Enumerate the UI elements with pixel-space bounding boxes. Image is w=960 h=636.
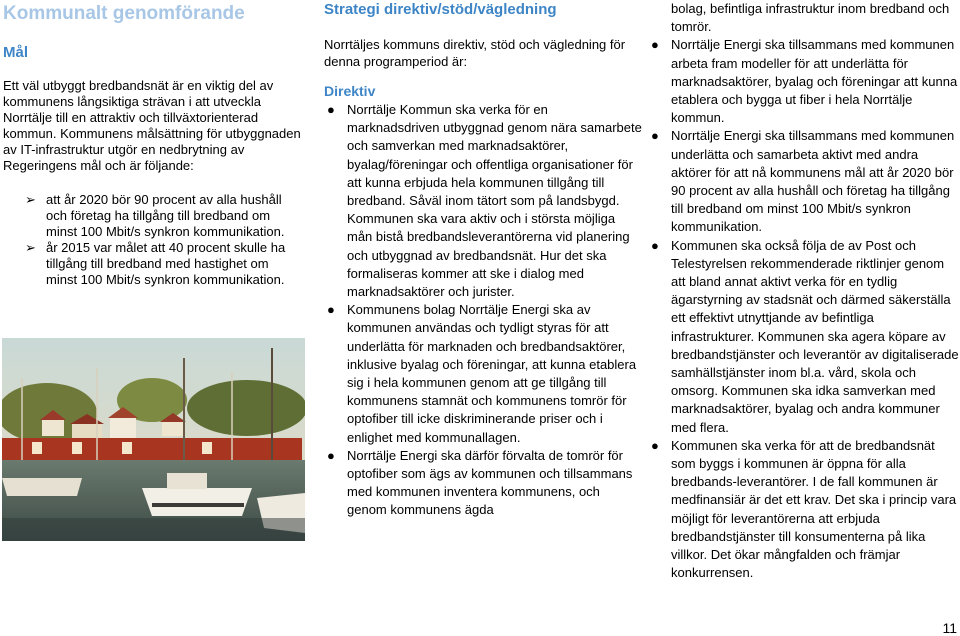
bullet-icon: ● xyxy=(651,37,659,53)
strategy-heading: Strategi direktiv/stöd/vägledning xyxy=(324,1,557,18)
directive-text: Norrtälje Energi ska tillsammans med kommunen arbeta fram modeller för att underlätta för marknadsaktörer, byalag och föreningar att kunna etablera och bygga ut fiber i hela Norrtälje kommun. xyxy=(671,37,958,126)
directive-item xyxy=(324,447,642,520)
directive-text: Kommunen ska verka för att de bredbandsnät som byggs i kommunen är öppna för alla bredbands-leverantörer. I de fall kommunen är medfinansiär är det ett krav. Det ska i princip vara möjligt för leverantörerna att erbjuda bredbandstjänster till konsumenterna på lika villkor. Det ökar mångfalden och främjar konkurrensen. xyxy=(671,437,957,581)
goals-heading: Mål xyxy=(3,44,29,61)
column-directives-continued xyxy=(648,0,960,583)
directive-item xyxy=(324,101,642,301)
directive-text: Norrtälje Energi ska därför förvalta de tomrör för optofiber som ägs av kommunen och tillsammans med kommunen inventera kommunens, och genom kommunens ägda xyxy=(347,447,633,518)
directive-item xyxy=(648,36,960,127)
directive-heading: Direktiv xyxy=(324,83,376,99)
directive-list-continued xyxy=(648,36,960,582)
harbor-photo xyxy=(2,338,305,541)
directive-text: Norrtälje Energi ska tillsammans med kommunen underlätta och samarbeta aktivt med andra aktörer för att nå kommunens mål att år 2020 bör 90 procent av alla hushåll och företag ha tillgång till bredband om minst 100 Mbit/s synkron kommunikation. xyxy=(671,128,955,235)
column-goals xyxy=(3,0,303,288)
directive-text: Kommunen ska också följa de av Post och Telestyrelsen rekommenderade riktlinjer genom att bland annat aktivt verka för en tydlig ägarstyrning av stadsnät och därmed säkerställa ett effektivt utnyttjande av befintliga infrastrukturer. Kommunen ska agera köpare av bredbandstjänster och leverantör av digitaliserade samhällstjänster inom bl.a. vård, skola och omsorg. Kommunen ska idka samverkan med marknadsaktörer, byalag och andra kommuner med flera. xyxy=(671,237,959,435)
goal-text: år 2015 var målet att 40 procent skulle ha tillgång till bredband med hastighet om minst 100 Mbit/s synkron kommunikation. xyxy=(46,240,286,287)
bullet-icon: ● xyxy=(327,302,335,318)
goals-list xyxy=(3,192,303,288)
continued-text: bolag, befintliga infrastruktur inom bredband och tomrör. xyxy=(671,1,950,35)
directive-item xyxy=(324,301,642,447)
page-number: 11 xyxy=(942,620,957,636)
goal-item xyxy=(3,192,303,240)
goal-item xyxy=(3,240,303,288)
directive-text: Kommunens bolag Norrtälje Energi ska av kommunen användas och tydligt styras för att underlätta för marknaden och bredbandsaktörer, inklusive byalag och föreningar, att kunna etablera sig i hela kommunen genom att ge tillgång till kommunens stamnät och kommunens tomrör för optofiber till icke diskriminerande priser och i enlighet med kommunallagen. xyxy=(347,302,637,445)
bullet-icon: ● xyxy=(327,447,335,463)
goal-text: att år 2020 bör 90 procent av alla hushåll och företag ha tillgång till bredband om minst 100 Mbit/s synkron kommunikation. xyxy=(46,192,285,239)
bullet-icon: ● xyxy=(651,128,659,144)
directive-list xyxy=(324,101,642,520)
section-title: Kommunalt genomförande xyxy=(3,3,245,24)
strategy-intro: Norrtäljes kommuns direktiv, stöd och vägledning för denna programperiod är: xyxy=(324,37,626,69)
column-strategy xyxy=(324,0,642,520)
bullet-icon: ● xyxy=(651,237,659,253)
harbor-photo-image xyxy=(2,338,305,541)
directive-item xyxy=(648,437,960,583)
directive-text: Norrtälje Kommun ska verka för en marknadsdriven utbyggnad genom nära samarbete och samverkan med marknadsaktörer, byalag/föreningar och offentliga organisationer för att kunna erbjuda hela kommunen tillgång till bredband. Såväl inom tätort som på landsbygd. Kommunen ska vara aktiv och i största möjliga mån bistå bredbandsleverantörerna vid planering och utbyggnad av bredbandsnät. Hur det ska formaliseras kommer att ske i dialog med marknadsaktörer och jurister. xyxy=(347,102,642,300)
bullet-icon: ● xyxy=(327,102,335,117)
bullet-icon: ● xyxy=(651,437,659,453)
directive-item xyxy=(648,237,960,437)
goals-intro: Ett väl utbyggt bredbandsnät är en viktig del av kommunens långsiktiga strävan i att utveckla Norrtälje till en attraktiv och tillväxtorienterad kommun. Kommunens målsättning för utbyggnaden av IT-infrastruktur utgör en nedbrytning av Regeringens mål och är följande: xyxy=(3,78,301,173)
arrow-bullet-icon: ➢ xyxy=(25,192,36,207)
directive-item xyxy=(648,127,960,236)
arrow-bullet-icon: ➢ xyxy=(25,240,36,255)
